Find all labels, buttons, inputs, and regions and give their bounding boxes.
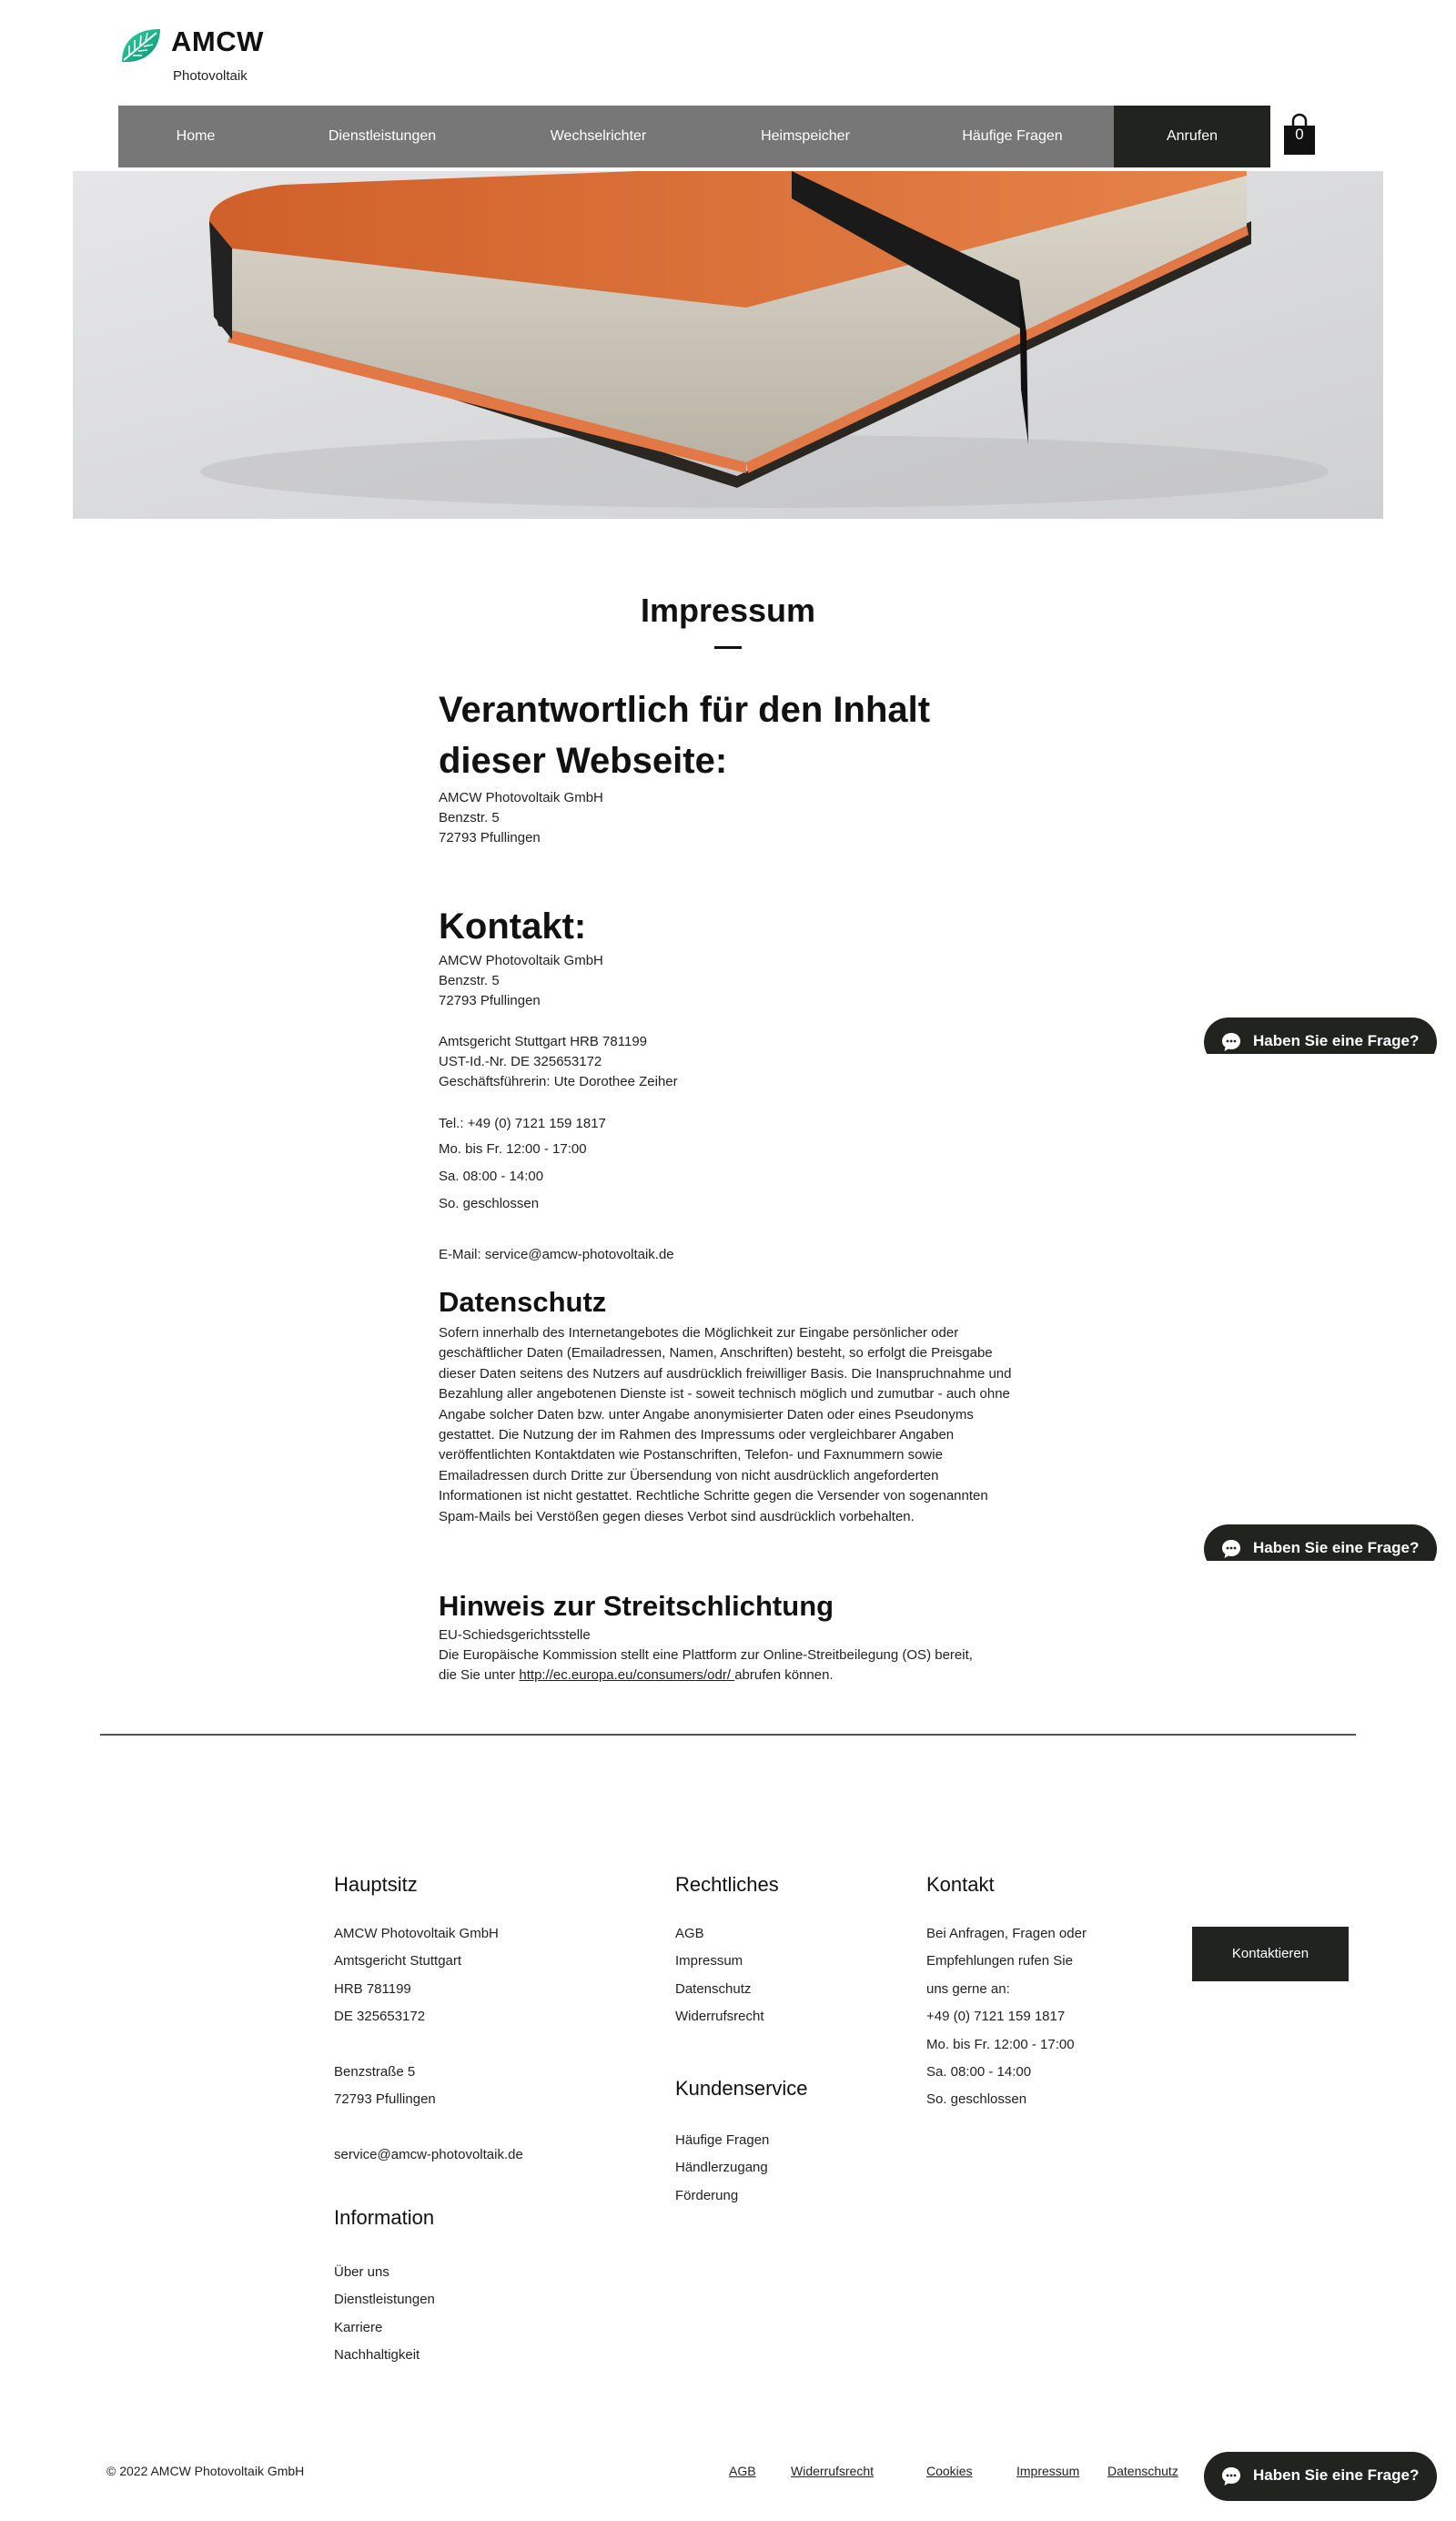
page-title: Impressum xyxy=(640,592,816,629)
contact-line: AMCW Photovoltaik GmbH xyxy=(439,953,603,968)
dispute-line: Die Europäische Kommission stellt eine Plattform zur Online-Streitbeilegung (OS) bereit, xyxy=(439,1647,973,1663)
nav-anrufen-button[interactable]: Anrufen xyxy=(1114,106,1270,167)
chat-bubble-icon xyxy=(1220,1538,1242,1560)
footer-link-nachhaltigkeit[interactable]: Nachhaltigkeit xyxy=(334,2347,420,2363)
responsible-line: 72793 Pfullingen xyxy=(439,830,541,845)
contact-line: Benzstr. 5 xyxy=(439,973,500,988)
footer-contact-line: uns gerne an: xyxy=(926,1981,1010,1997)
kontaktieren-button[interactable]: Kontaktieren xyxy=(1192,1927,1349,1981)
chat-widget-clip xyxy=(1204,1524,1437,1561)
bottom-link-cookies[interactable]: Cookies xyxy=(926,2464,973,2478)
footer-hq-line: AMCW Photovoltaik GmbH xyxy=(334,1926,499,1941)
bottom-link-impressum[interactable]: Impressum xyxy=(1016,2464,1080,2478)
footer-hq-address: 72793 Pfullingen xyxy=(334,2091,436,2107)
footer-hq-line: HRB 781199 xyxy=(334,1981,411,1997)
contact-line: 72793 Pfullingen xyxy=(439,993,541,1008)
phone-number: Tel.: +49 (0) 7121 159 1817 xyxy=(439,1116,606,1131)
footer-contact-hours: Sa. 08:00 - 14:00 xyxy=(926,2064,1032,2080)
dispute-prefix: die Sie unter xyxy=(439,1667,520,1683)
footer-service-heading: Kundenservice xyxy=(675,2077,808,2100)
footer-link-ueber-uns[interactable]: Über uns xyxy=(334,2264,389,2280)
register-line: UST-Id.-Nr. DE 325653172 xyxy=(439,1054,602,1069)
chat-label: Haben Sie eine Frage? xyxy=(1253,2466,1420,2484)
dispute-line: EU-Schiedsgerichtsstelle xyxy=(439,1627,591,1643)
footer-link-haendlerzugang[interactable]: Händlerzugang xyxy=(675,2160,768,2175)
footer-hq-address: Benzstraße 5 xyxy=(334,2064,416,2080)
footer-contact-line: Bei Anfragen, Fragen oder xyxy=(926,1926,1087,1941)
privacy-heading: Datenschutz xyxy=(439,1286,607,1318)
chat-button[interactable] xyxy=(1204,2452,1437,2501)
notebook-illustration xyxy=(73,171,1383,519)
leaf-logo-icon[interactable] xyxy=(116,25,164,69)
footer-link-karriere[interactable]: Karriere xyxy=(334,2320,383,2335)
register-line: Geschäftsführerin: Ute Dorothee Zeiher xyxy=(439,1074,678,1089)
footer-contact-hours: Mo. bis Fr. 12:00 - 17:00 xyxy=(926,2037,1075,2052)
nav-home[interactable]: Home xyxy=(176,128,216,144)
opening-hours: Mo. bis Fr. 12:00 - 17:00 xyxy=(439,1141,587,1157)
chat-bubble-icon xyxy=(1220,1031,1242,1053)
bottom-link-widerrufsrecht[interactable]: Widerrufsrecht xyxy=(791,2464,875,2478)
odr-link[interactable]: http://ec.europa.eu/consumers/odr/ xyxy=(519,1667,735,1683)
responsible-line: Benzstr. 5 xyxy=(439,810,500,825)
brand-subtitle: Photovoltaik xyxy=(173,68,248,84)
opening-hours: Sa. 08:00 - 14:00 xyxy=(439,1169,544,1184)
chat-label: Haben Sie eine Frage? xyxy=(1253,1032,1420,1049)
footer-link-datenschutz[interactable]: Datenschutz xyxy=(675,1981,752,1997)
chat-button[interactable] xyxy=(1204,1524,1437,1561)
title-underline xyxy=(714,646,742,649)
chat-button[interactable] xyxy=(1204,1018,1437,1054)
footer-hq-line: DE 325653172 xyxy=(334,2009,426,2024)
opening-hours: So. geschlossen xyxy=(439,1196,540,1211)
cart-count: 0 xyxy=(1295,126,1304,143)
register-line: Amtsgericht Stuttgart HRB 781199 xyxy=(439,1034,647,1049)
nav-dienstleistungen[interactable]: Dienstleistungen xyxy=(328,128,437,144)
nav-wechselrichter[interactable]: Wechselrichter xyxy=(550,128,647,144)
copyright: © 2022 AMCW Photovoltaik GmbH xyxy=(106,2464,305,2478)
contact-heading: Kontakt: xyxy=(439,906,587,947)
dispute-heading: Hinweis zur Streitschlichtung xyxy=(439,1590,834,1622)
chat-bubble-icon xyxy=(1220,2465,1242,2487)
footer-contact-line: Empfehlungen rufen Sie xyxy=(926,1953,1073,1969)
dispute-suffix: abrufen können. xyxy=(734,1667,834,1683)
footer-link-dienstleistungen[interactable]: Dienstleistungen xyxy=(334,2292,435,2307)
brand-title[interactable]: AMCW xyxy=(171,25,264,57)
chat-label: Haben Sie eine Frage? xyxy=(1253,1539,1420,1556)
footer-legal-heading: Rechtliches xyxy=(675,1873,779,1896)
footer-link-impressum[interactable]: Impressum xyxy=(675,1953,743,1969)
bottom-link-agb[interactable]: AGB xyxy=(729,2464,756,2478)
responsible-heading-line1: Verantwortlich für den Inhalt xyxy=(439,690,931,730)
main-navigation xyxy=(118,106,1270,167)
footer-contact-heading: Kontakt xyxy=(926,1873,995,1896)
dispute-line xyxy=(439,1665,834,1686)
chat-widget-clip xyxy=(1204,1018,1437,1054)
footer-link-agb[interactable]: AGB xyxy=(675,1926,704,1941)
hero-image xyxy=(73,171,1383,519)
email-line[interactable]: E-Mail: service@amcw-photovoltaik.de xyxy=(439,1247,674,1262)
footer-info-heading: Information xyxy=(334,2206,435,2229)
nav-haeufige-fragen[interactable]: Häufige Fragen xyxy=(962,128,1063,144)
responsible-line: AMCW Photovoltaik GmbH xyxy=(439,790,603,805)
privacy-text: Sofern innerhalb des Internetangebotes die Möglichkeit zur Eingabe persönlicher oder geschäftlicher Daten (Emailadressen, Namen, Anschriften) besteht, so erfolgt die Preisgabe dieser Daten seitens des Nutzers auf ausdrücklich freiwilliger Basis. Die Inanspruchnahme und Bezahlung aller angebotenen Dienste ist - soweit technisch möglich und zumutbar - auch ohne Angabe solcher Daten bzw. unter Angabe anonymisierter Daten oder eines Pseudonyms gestattet. Die Nutzung der im Rahmen des Impressums oder vergleichbarer Angaben veröffentlichten Kontaktdaten wie Postanschriften, Telefon- und Faxnummern sowie Emailadressen durch Dritte zur Übersendung von nicht ausdrücklich angeforderten Informationen ist nicht gestattet. Rechtliche Schritte gegen die Versender von sogenannten Spam-Mails bei Verstößen gegen dieses Verbot sind ausdrücklich vorbehalten. xyxy=(439,1325,1012,1524)
footer-contact-phone: +49 (0) 7121 159 1817 xyxy=(926,2009,1066,2024)
footer-email-link[interactable]: service@amcw-photovoltaik.de xyxy=(334,2147,523,2162)
footer-contact-hours: So. geschlossen xyxy=(926,2091,1027,2107)
responsible-heading-line2: dieser Webseite: xyxy=(439,741,728,781)
footer-hq-heading: Hauptsitz xyxy=(334,1873,418,1896)
footer-link-widerrufsrecht[interactable]: Widerrufsrecht xyxy=(675,2009,764,2024)
footer-link-foerderung[interactable]: Förderung xyxy=(675,2188,739,2203)
nav-heimspeicher[interactable]: Heimspeicher xyxy=(761,128,850,144)
bottom-link-datenschutz[interactable]: Datenschutz xyxy=(1107,2464,1178,2478)
footer-hq-line: Amtsgericht Stuttgart xyxy=(334,1953,462,1969)
section-divider xyxy=(100,1734,1356,1736)
footer-link-haeufige-fragen[interactable]: Häufige Fragen xyxy=(675,2132,770,2148)
